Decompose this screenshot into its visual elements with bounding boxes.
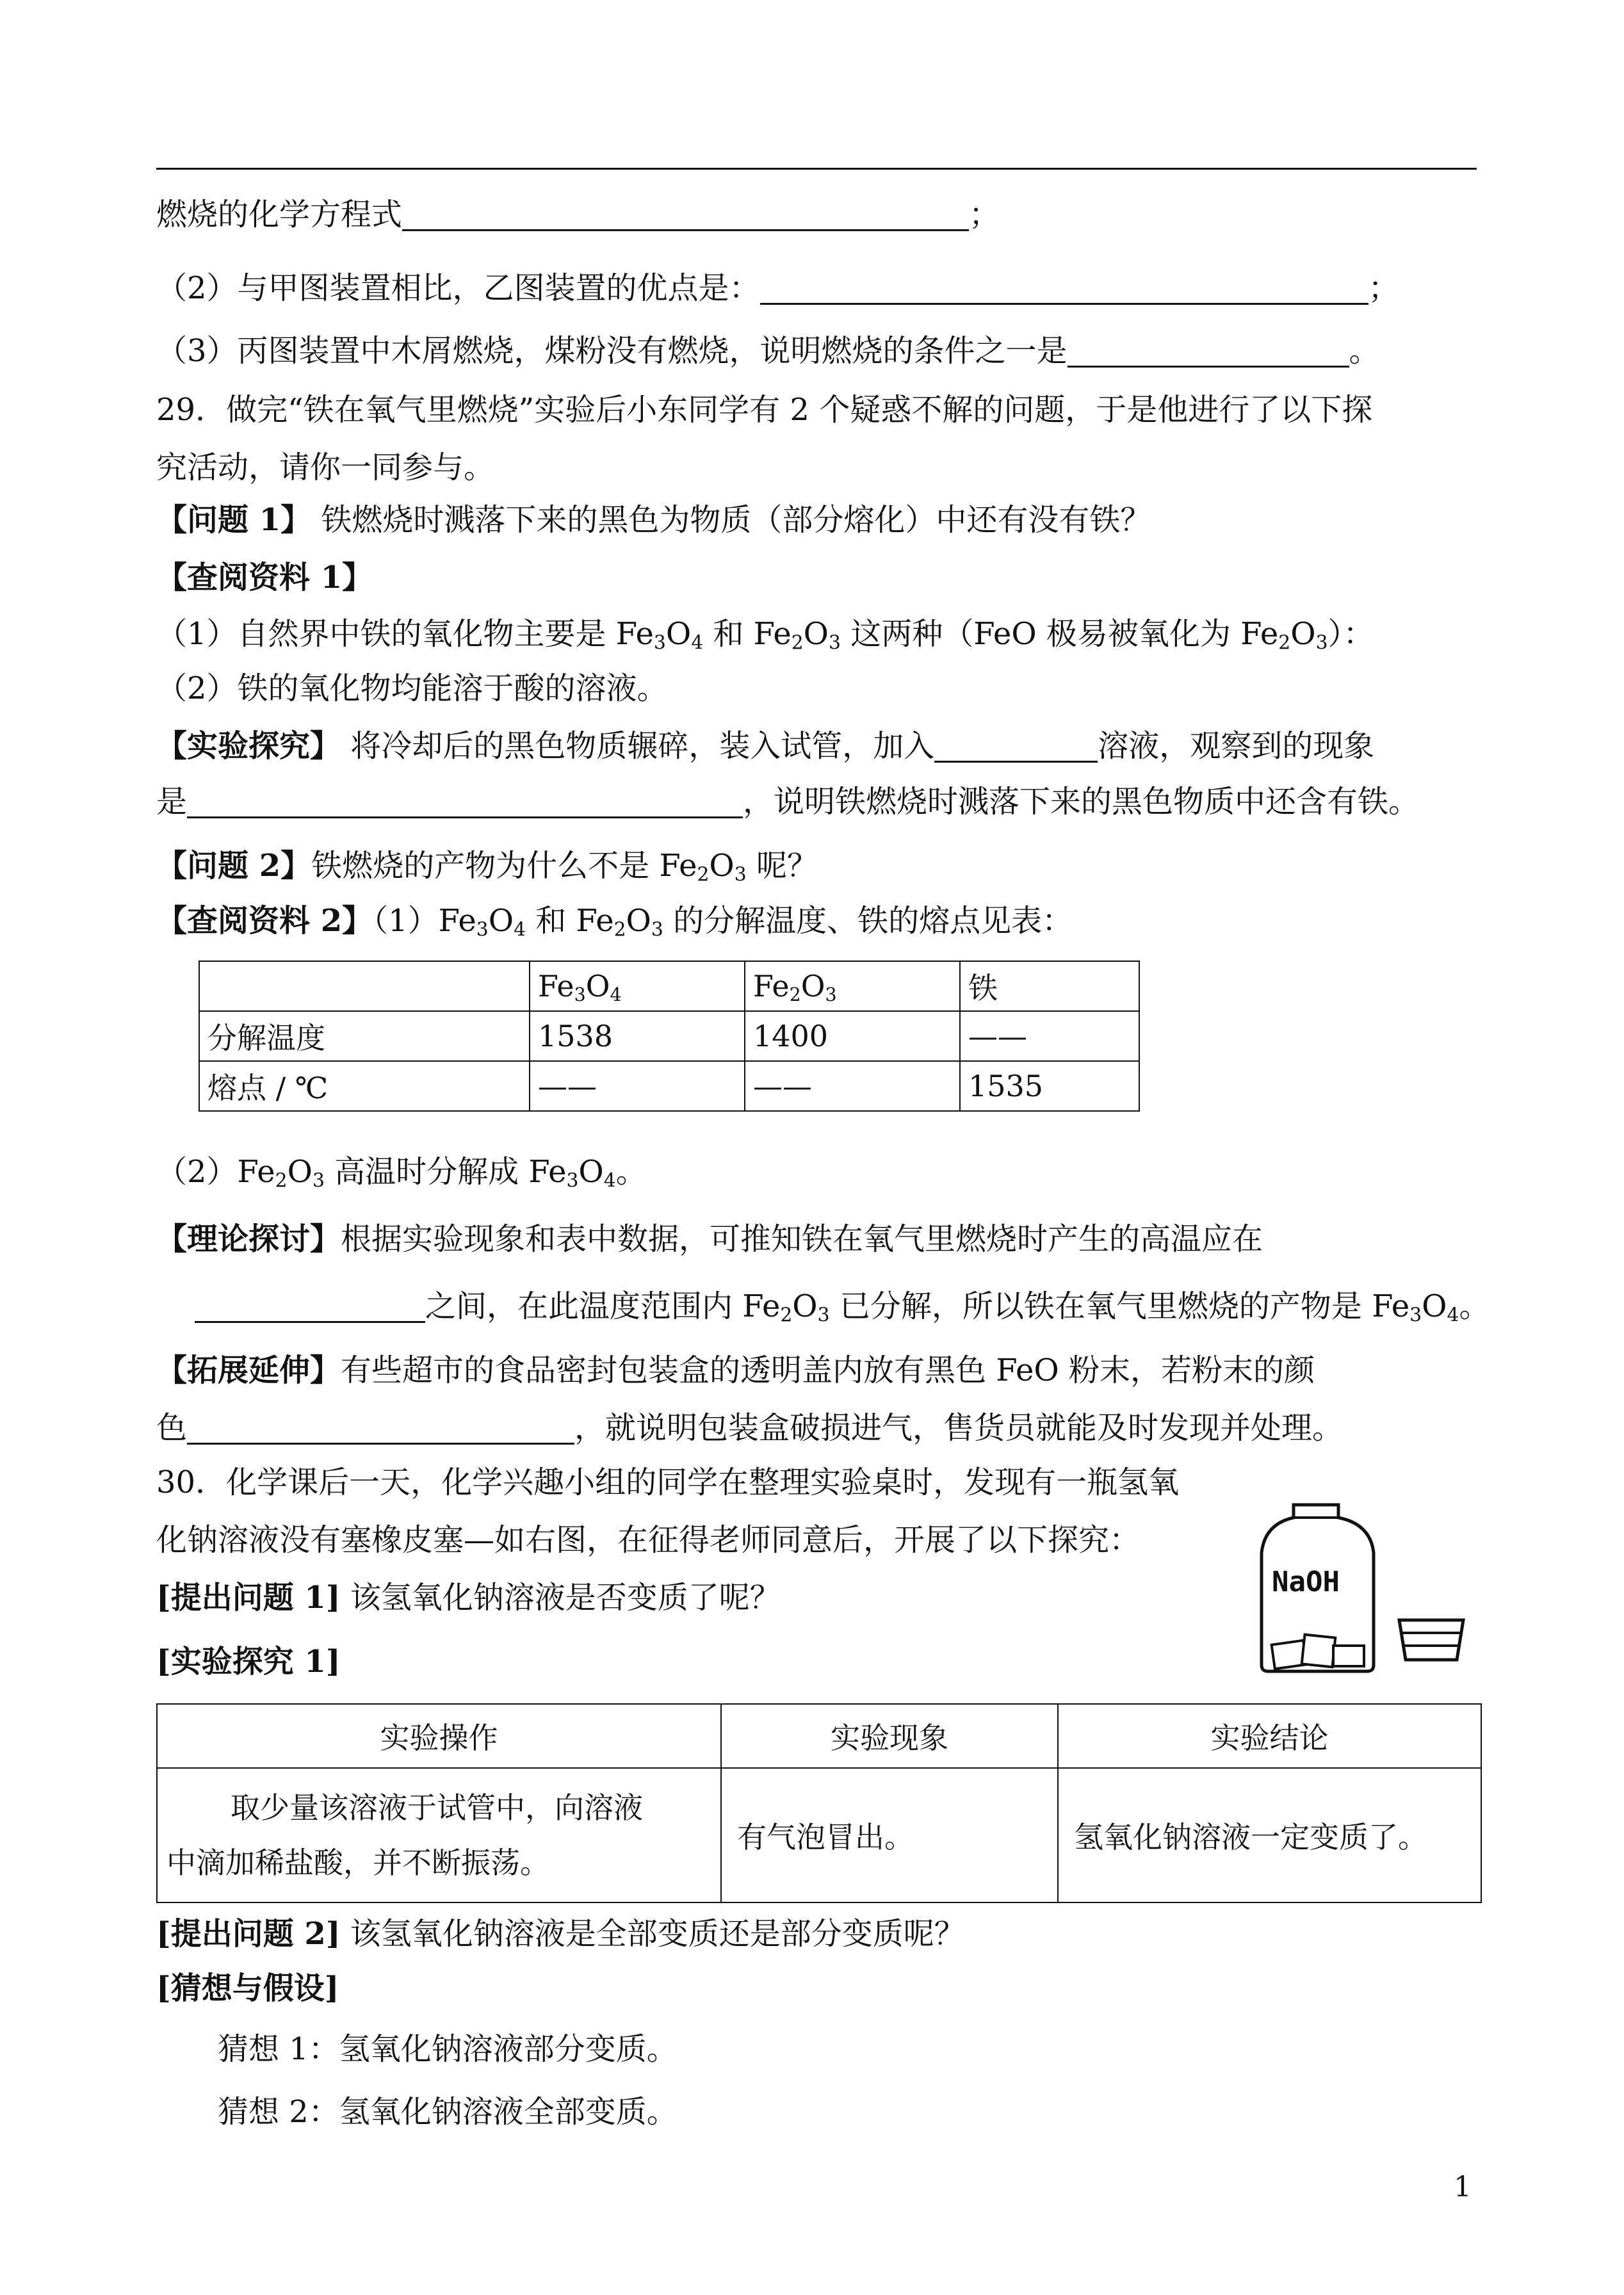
crystal-shape	[1302, 1635, 1336, 1667]
answer-blank[interactable]	[402, 197, 969, 231]
table-cell	[199, 961, 530, 1011]
q30-line1: 30．化学课后一天，化学兴趣小组的同学在整理实验桌时，发现有一瓶氢氧	[156, 1464, 1180, 1500]
q29-intro-line2: 究活动，请你一同参与。	[156, 450, 495, 485]
answer-blank[interactable]	[1068, 334, 1349, 368]
bottle-label: NaOH	[1272, 1566, 1340, 1598]
answer-blank[interactable]	[187, 1411, 574, 1445]
crystal-shape	[1333, 1646, 1364, 1666]
experiment-line-1: 【实验探究】 将冷却后的黑色物质辗碎，装入试管，加入 溶液，观察到的现象	[156, 728, 1375, 764]
ref-2-line: 【查阅资料 2】$(1)Fe_3O_4$ 和 $Fe_2O_3$ 的分解温度、铁的熔点见表：	[156, 903, 1073, 941]
problem-1: 【问题 1】 铁燃烧时溅落下来的黑色为物质（部分熔化）中还有没有铁？	[156, 502, 1151, 538]
guess-1: 猜想 1：氢氧化钠溶液部分变质。	[218, 2031, 678, 2067]
table-row	[199, 961, 1139, 1011]
ref-1-heading: 【查阅资料 1】	[156, 560, 373, 596]
table-row	[157, 1704, 1481, 1768]
answer-blank[interactable]	[195, 1289, 425, 1323]
naoh-bottle-illustration	[1255, 1492, 1473, 1684]
table-cell: 分解温度	[199, 1011, 530, 1061]
theory-line-1: 【理论探讨】根据实验现象和表中数据，可推知铁在氧气里燃烧时产生的高温应在	[156, 1221, 1263, 1257]
q29-intro-line1: 29．做完“铁在氧气里燃烧”实验后小东同学有 2 个疑惑不解的问题，于是他进行了以下探	[156, 392, 1373, 428]
table-cell: 1400	[745, 1011, 960, 1061]
extension-line-1: 【拓展延伸】有些超市的食品密封包装盒的透明盖内放有黑色 FeO 粉末，若粉末的颜	[156, 1352, 1315, 1388]
equation-line: 燃烧的化学方程式 ；	[156, 197, 1000, 232]
header-rule	[156, 168, 1477, 170]
ask-1: [提出问题 1] 该氢氧化钠溶液是否变质了呢？	[156, 1580, 781, 1616]
table-cell: ——	[745, 1061, 960, 1111]
table-cell: ——	[960, 1011, 1139, 1061]
experiment-table	[156, 1703, 1482, 1903]
table-header-iron: 铁	[960, 961, 1139, 1011]
ref-1-item-1: （1）自然界中铁的氧化物主要是 $Fe_3O_4$ 和 $Fe_2O_3$ 这两种（FeO 极易被氧化为 $Fe_2O_3$）：	[156, 616, 1374, 654]
item-2-line: （2）与甲图装置相比，乙图装置的优点是： ；	[156, 270, 1399, 306]
table-header-fe3o4: $Fe_3O_4$	[530, 961, 745, 1011]
table-cell-operation: 取少量该溶液于试管中，向溶液 中滴加稀盐酸，并不断振荡。	[157, 1768, 721, 1902]
guess-heading: [猜想与假设]	[156, 1970, 339, 2006]
ref-2-item-2: $(2)Fe_2O_3$ 高温时分解成 $Fe_3O_4$。	[156, 1154, 647, 1192]
table-cell: 1538	[530, 1011, 745, 1061]
ask-2: [提出问题 2] 该氢氧化钠溶液是全部变质还是部分变质呢？	[156, 1916, 965, 1952]
table-cell-conclusion: 氢氧化钠溶液一定变质了。	[1058, 1768, 1481, 1902]
theory-line-2: 之间，在此温度范围内 $Fe_2O_3$ 已分解，所以铁在氧气里燃烧的产物是 $Fe_3O_4$。	[156, 1287, 1490, 1326]
item-3-line: （3）丙图装置中木屑燃烧，煤粉没有燃烧，说明燃烧的条件之一是 。	[156, 333, 1380, 369]
problem-2: 【问题 2】铁燃烧的产物为什么不是 $Fe_2O_3$ 呢？	[156, 848, 818, 886]
table-row	[157, 1768, 1481, 1902]
table-cell: 1535	[960, 1061, 1139, 1111]
table-cell: 熔点 / ℃	[199, 1061, 530, 1111]
table-header-fe2o3: $Fe_2O_3$	[745, 961, 960, 1011]
table-header-conclusion: 实验结论	[1058, 1704, 1481, 1768]
answer-blank[interactable]	[934, 729, 1098, 763]
table-cell-phenomenon: 有气泡冒出。	[721, 1768, 1058, 1902]
table-row	[199, 1011, 1139, 1061]
page-number: 1	[1454, 2171, 1472, 2203]
table-header-phenomenon: 实验现象	[721, 1704, 1058, 1768]
answer-blank[interactable]	[187, 784, 743, 818]
table-row	[199, 1061, 1139, 1111]
melting-point-table	[199, 961, 1140, 1112]
experiment-line-2: 是 ，说明铁燃烧时溅落下来的黑色物质中还含有铁。	[156, 784, 1420, 820]
ref-1-item-2: （2）铁的氧化物均能溶于酸的溶液。	[156, 670, 668, 706]
guess-2: 猜想 2：氢氧化钠溶液全部变质。	[218, 2094, 678, 2130]
table-cell: ——	[530, 1061, 745, 1111]
answer-blank[interactable]	[760, 271, 1368, 305]
rubber-stopper	[1399, 1620, 1463, 1660]
table-header-operation: 实验操作	[157, 1704, 721, 1768]
q30-line2: 化钠溶液没有塞橡皮塞—如右图，在征得老师同意后，开展了以下探究：	[156, 1522, 1141, 1558]
extension-line-2: 色 ，就说明包装盒破损进气，售货员就能及时发现并处理。	[156, 1410, 1344, 1446]
experiment-1-heading: [实验探究 1]	[156, 1644, 341, 1680]
